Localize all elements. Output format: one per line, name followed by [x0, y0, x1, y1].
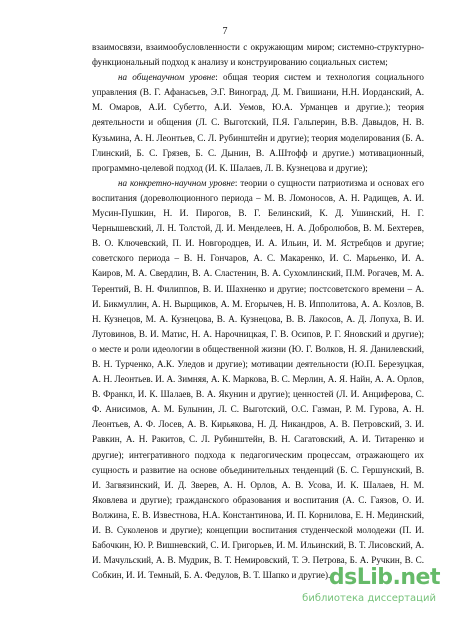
watermark [300, 564, 440, 610]
paragraph-2-lead: на общенаучном уровне [118, 72, 216, 83]
paragraph-3-text: : теории о сущности патриотизма и основах его воспитания (дореволюционного периода – М. В. Ломоносов, А. Н. Радищев, А. И. Мусин-Пушкин, Н. И. Пирогов, В. Г. Белинский, К. Д. Ушинский, Н. Г. Чернышевский, Л. Н. Толстой, Д. И. Менделеев, Н. А. Добролюбов, В. М. Бехтерев, В. О. Ключевский, П. И. Новгородцев, И. А. Ильин, И. М. Ястребцов и другие; советского периода – В. Н. Гончаров, А. С. Макаренко, И. С. Марьенко, И. А. Каиров, М. А. Свердлин, В. А. Сластенин, В. А. Сухомлинский, П.М. Рогачев, М. А. Терентий, В. Н. Филиппов, В. И. Шахненко и другие; постсоветского времени – А. И. Бикмуллин, А. Н. Вырщиков, А. М. Егорычев, Н. В. Ипполитова, А. А. Козлов, В. Н. Кузнецов, М. А. Кузнецова, В. А. Кузнецова, В. В. Лакосов, А. Д. Лопуха, В. И. Лутовинов, В. И. Матис, Н. А. Нарочницкая, Г. В. Осипов, Р. Г. Яновский и другие); о месте и роли идеологии в общественной жизни (Ю. Г. Волков, Н. Я. Данилевский, В. Н. Турченко, А.К. Уледов и другие); мотивации деятельности (Ю.П. Березуцкая, А. Н. Леонтьев. И. А. Зимняя, А. К. Маркова, В. С. Мерлин, А. Я. Найн, А. А. Орлов, В. Франкл, И. К. Шалаев, В. А. Якунин и другие); ценностей (Л. И. Анциферова, С. Ф. Анисимов, А. М. Булынин, Л. С. Выготский, О.С. Газман, Р. М. Гурова, А. Н. Леонтьев, А. Ф. Лосев, А. В. Кирьякова, Н. Д. Никандров, А. В. Петровский, З. И. Равкин, А. Н. Ракитов, С. Л. Рубинштейн, В. Н. Сагатовский, А. И. Титаренко и другие); интегративного подхода к педагогическим процессам, отражающего их сущность и развитие на основе объединительных тенденций (Б. С. Гершунский, В. И. Загвязинский, И. Д. Зверев, А. Н. Орлов, А. В. Усова, И. К. Шалаев, Н. М. Яковлева и другие); гражданского образования и воспитания (А. С. Гаязов, О. И. Волжина, Е. В. Известнова, Н.А. Константинова, И. П. Корнилова, Е. Н. Мединский, И. В. Суколенов и другие); концепции воспитания студенческой молодежи (П. И. Бабочкин, Ю. Р. Вишневский, С. И. Григорьев, И. М. Ильинский, В. Т. Лисовский, А. И. Мачульский, А. В. Мудрик, В. Т. Немировский, Т. Э. Петрова, Б. А. Ручкин, В. С. Собкин, И. И. Темный, Б. А. Федулов, В. Т. Шапко и другие). [92, 177, 425, 581]
watermark-subtitle: библиотека диссертаций [302, 593, 436, 604]
paragraph-1-text: взаимосвязи, взаимообусловленности с окружающим миром; системно-структурно-функциональный подход к анализу и конструированию социальных систем; [92, 42, 424, 68]
body-text [92, 40, 424, 583]
paragraph-2 [92, 70, 424, 176]
paragraph-3-lead: на конкретно-научном уровне [118, 177, 235, 188]
paragraph-3 [92, 176, 424, 584]
paragraph-2-text: : общая теория систем и технология социального управления (В. Г. Афанасьев, Э.Г. Виноград, Д. М. Гвишиани, Н.Н. Иорданский, А. М. Омаров, А.И. Субетто, А.И. Уемов, Ю.А. Урманцев и другие.); теория деятельности и общения (Л. С. Выготский, П.Я. Гальперин, В.В. Давыдов, Н. В. Кузьмина, А. Н. Леонтьев, С. Л. Рубинштейн и другие); теория моделирования (Б. А. Глинский, Б. С. Грязев, Б. С. Дынин, В. А.Штофф и другие.) мотивационный, программно-целевой подход (И. К. Шалаев, Л. В. Кузнецова и другие); [92, 72, 424, 173]
watermark-logo: dsLib.net [328, 565, 440, 590]
page-number: 7 [222, 26, 228, 37]
paragraph-1 [92, 40, 424, 70]
